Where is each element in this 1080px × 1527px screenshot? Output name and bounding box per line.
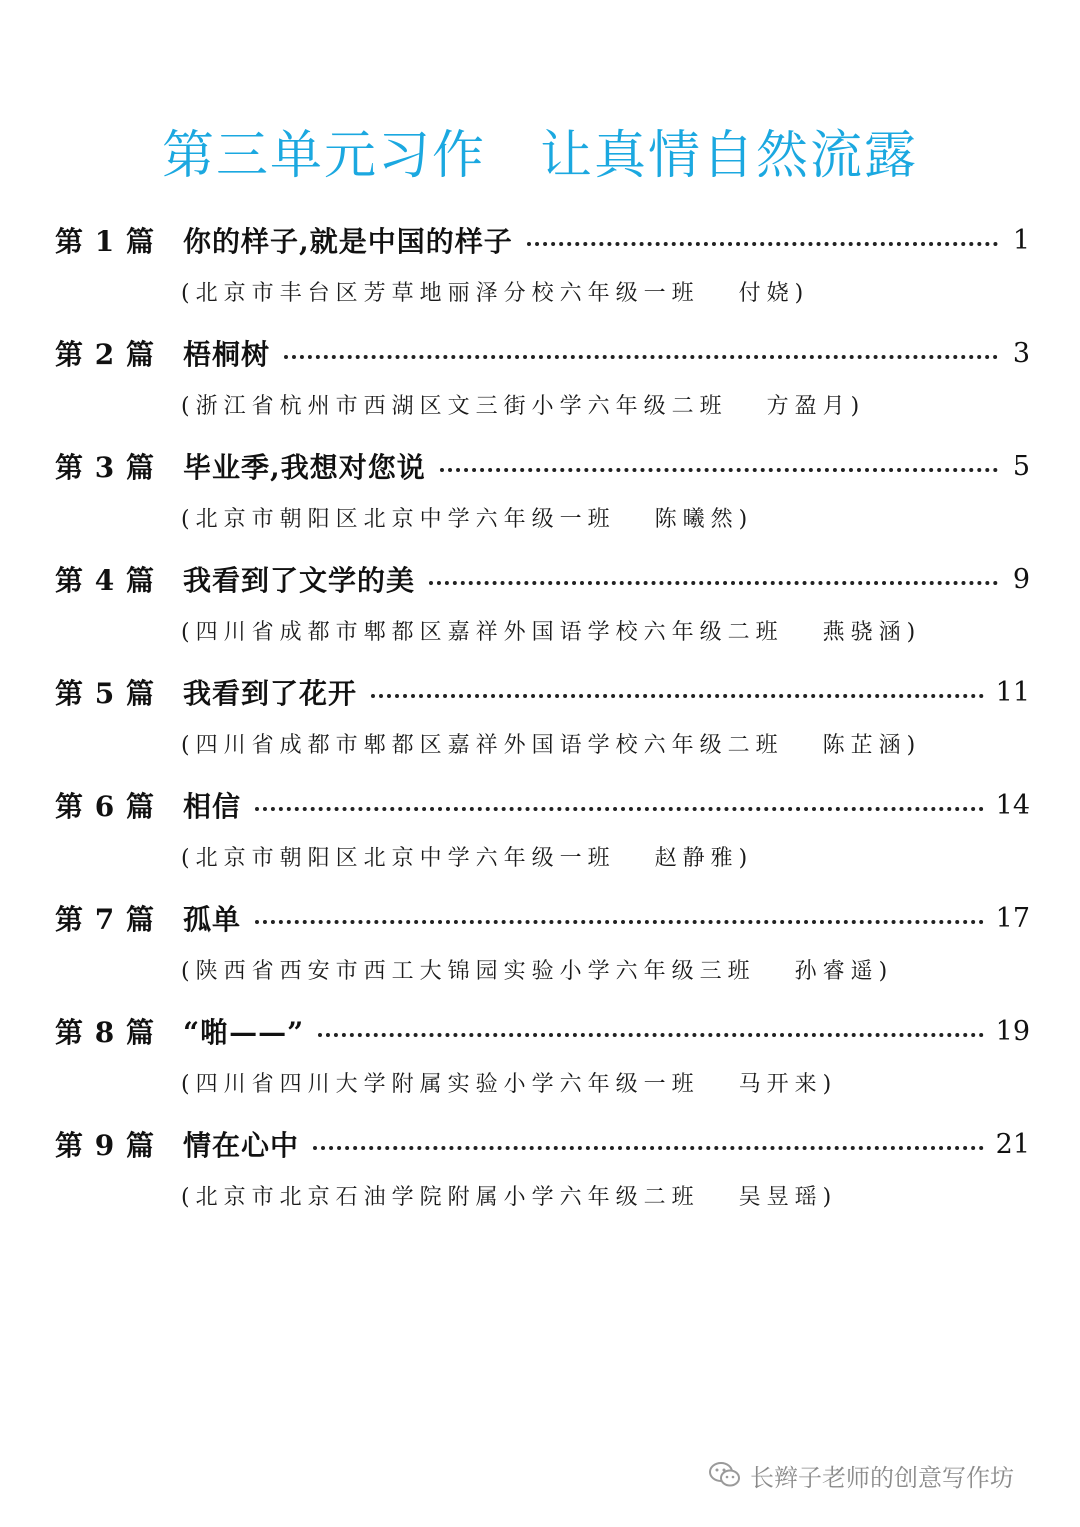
toc-entry-line[interactable] — [55, 438, 1030, 494]
page-title: 第三单元习作 让真情自然流露 — [161, 126, 918, 186]
entry-number: 第 1 篇 — [55, 225, 155, 258]
entry-title: 相信 — [183, 790, 242, 823]
dot-leader — [371, 694, 984, 698]
entry-title: 我看到了花开 — [183, 677, 358, 710]
toc-entry — [0, 551, 1080, 661]
entry-school: 浙江省杭州市西湖区文三街小学六年级二班 — [195, 394, 728, 419]
entry-byline: (北京市朝阳区北京中学六年级一班 陈曦然) — [181, 507, 754, 532]
entry-title: “啪——” — [183, 1016, 305, 1049]
dot-leader — [440, 468, 998, 472]
toc-entry — [0, 1003, 1080, 1113]
entry-title: 我看到了文学的美 — [183, 564, 416, 597]
entry-byline: (北京市丰台区芳草地丽泽分校六年级一班 付娆) — [181, 281, 810, 306]
entry-author: 付娆 — [738, 281, 795, 306]
entry-author: 方盈月 — [766, 394, 851, 419]
entry-school: 四川省成都市郫都区嘉祥外国语学校六年级二班 — [195, 733, 784, 758]
entry-page: 3 — [1012, 337, 1030, 369]
entry-number: 第 9 篇 — [55, 1129, 155, 1162]
dot-leader — [313, 1146, 984, 1150]
toc-entry — [0, 890, 1080, 1000]
entry-title: 梧桐树 — [183, 338, 271, 371]
entry-byline: (四川省成都市郫都区嘉祥外国语学校六年级二班 燕骁涵) — [181, 620, 922, 645]
dot-leader — [429, 581, 998, 585]
entry-school: 北京市朝阳区北京中学六年级一班 — [195, 846, 616, 871]
toc-entry-line[interactable] — [55, 1003, 1030, 1059]
entry-author: 陈芷涵 — [822, 733, 907, 758]
entry-byline: (浙江省杭州市西湖区文三街小学六年级二班 方盈月) — [181, 394, 866, 419]
entry-page: 17 — [995, 902, 1030, 934]
entry-school: 陕西省西安市西工大锦园实验小学六年级三班 — [195, 959, 756, 984]
entry-number: 第 5 篇 — [55, 677, 155, 710]
toc-entry — [0, 1116, 1080, 1226]
entry-number: 第 7 篇 — [55, 903, 155, 936]
entry-school: 四川省成都市郫都区嘉祥外国语学校六年级二班 — [195, 620, 784, 645]
entry-title: 孤单 — [183, 903, 242, 936]
entry-page: 19 — [995, 1015, 1030, 1047]
entry-school: 北京市丰台区芳草地丽泽分校六年级一班 — [195, 281, 700, 306]
toc-entry-line[interactable] — [55, 325, 1030, 381]
dot-leader — [255, 807, 984, 811]
toc-entry-line[interactable] — [55, 777, 1030, 833]
entry-number: 第 4 篇 — [55, 564, 155, 597]
dot-leader — [318, 1033, 983, 1037]
entry-page: 1 — [1012, 224, 1030, 256]
entry-author: 陈曦然 — [654, 507, 739, 532]
entry-author: 马开来 — [738, 1072, 823, 1097]
entry-number: 第 2 篇 — [55, 338, 155, 371]
entry-author: 吴昱瑶 — [738, 1185, 823, 1210]
entry-page: 14 — [995, 789, 1030, 821]
entry-school: 四川省四川大学附属实验小学六年级一班 — [195, 1072, 700, 1097]
entry-byline: (四川省成都市郫都区嘉祥外国语学校六年级二班 陈芷涵) — [181, 733, 922, 758]
toc-entry — [0, 777, 1080, 887]
wechat-icon — [708, 1460, 742, 1490]
watermark-text: 长辫子老师的创意写作坊 — [750, 1463, 1014, 1492]
entry-title: 情在心中 — [183, 1129, 300, 1162]
entry-byline: (北京市朝阳区北京中学六年级一班 赵静雅) — [181, 846, 754, 871]
entry-number: 第 6 篇 — [55, 790, 155, 823]
entry-author: 燕骁涵 — [822, 620, 907, 645]
entry-number: 第 3 篇 — [55, 451, 155, 484]
toc-entry — [0, 325, 1080, 435]
entry-page: 21 — [995, 1128, 1030, 1160]
toc-entry-line[interactable] — [55, 551, 1030, 607]
entry-byline: (北京市北京石油学院附属小学六年级二班 吴昱瑶) — [181, 1185, 838, 1210]
dot-leader — [527, 242, 998, 246]
entry-title: 毕业季,我想对您说 — [183, 451, 426, 484]
toc-entry-line[interactable] — [55, 212, 1030, 268]
toc-entry-line[interactable] — [55, 890, 1030, 946]
watermark — [708, 1455, 1048, 1495]
entry-byline: (陕西省西安市西工大锦园实验小学六年级三班 孙睿遥) — [181, 959, 894, 984]
entry-number: 第 8 篇 — [55, 1016, 155, 1049]
entry-author: 孙睿遥 — [794, 959, 879, 984]
entry-title: 你的样子,就是中国的样子 — [183, 225, 513, 258]
dot-leader — [284, 355, 998, 359]
entry-page: 9 — [1012, 563, 1030, 595]
dot-leader — [255, 920, 984, 924]
entry-school: 北京市朝阳区北京中学六年级一班 — [195, 507, 616, 532]
entry-school: 北京市北京石油学院附属小学六年级二班 — [195, 1185, 700, 1210]
entry-page: 5 — [1012, 450, 1030, 482]
toc-entry — [0, 664, 1080, 774]
entry-author: 赵静雅 — [654, 846, 739, 871]
toc-entry — [0, 212, 1080, 322]
toc-entry — [0, 438, 1080, 548]
toc-entry-line[interactable] — [55, 664, 1030, 720]
toc-entry-line[interactable] — [55, 1116, 1030, 1172]
entry-byline: (四川省四川大学附属实验小学六年级一班 马开来) — [181, 1072, 838, 1097]
entry-page: 11 — [995, 676, 1030, 708]
